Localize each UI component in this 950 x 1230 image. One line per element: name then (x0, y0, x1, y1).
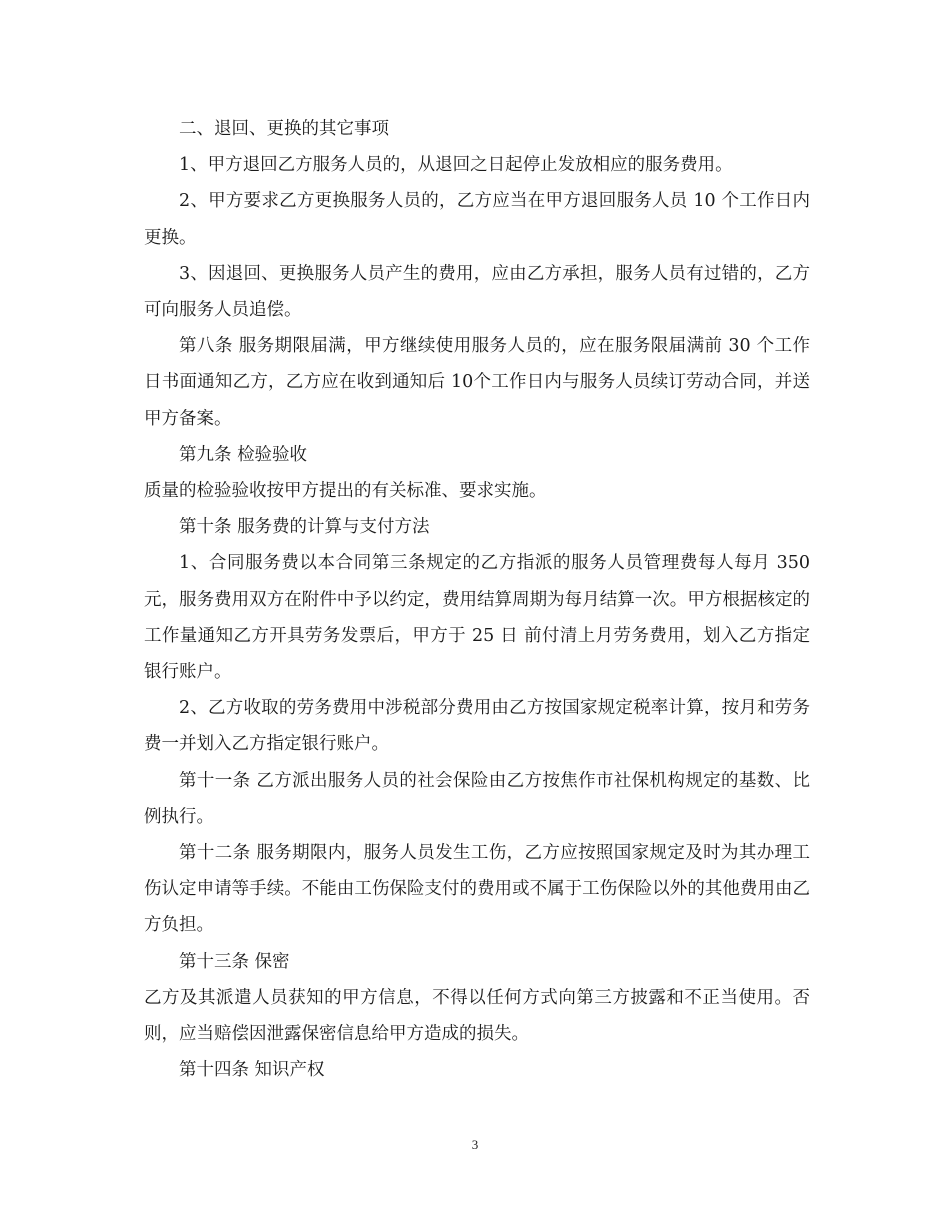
paragraph-14: 第十四条 知识产权 (179, 1060, 325, 1081)
paragraph-7: 第十条 服务费的计算与支付方法 (179, 517, 430, 538)
paragraph-5: 第九条 检验验收 (179, 444, 308, 465)
paragraph-2: 2、甲方要求乙方更换服务人员的，乙方应当在甲方退回服务人员 10 个工作日内更换。 (144, 191, 810, 248)
paragraph-8: 1、合同服务费以本合同第三条规定的乙方指派的服务人员管理费每人每月 350 元，服务费用双方在附件中予以约定，费用结算周期为每月结算一次。甲方根据核定的工作量通知乙方开具劳务发票后，甲方于 25 日 前付清上月劳务费用，划入乙方指定银行账户。 (144, 553, 810, 683)
page-number: 3 (471, 1137, 479, 1152)
paragraph-13: 乙方及其派遣人员获知的甲方信息，不得以任何方式向第三方披露和不正当使用。否则，应当赔偿因泄露保密信息给甲方造成的损失。 (144, 987, 810, 1045)
paragraph-12: 第十三条 保密 (179, 951, 290, 972)
paragraph-3: 3、因退回、更换服务人员产生的费用，应由乙方承担，服务人员有过错的，乙方可向服务人员追偿。 (144, 263, 810, 321)
document-body (144, 111, 810, 1088)
paragraph-6: 质量的检验验收按甲方提出的有关标准、要求实施。 (144, 481, 547, 502)
paragraph-11: 第十二条 服务期限内，服务人员发生工伤，乙方应按照国家规定及时为其办理工伤认定申请等手续。不能由工伤保险支付的费用或不属于工伤保险以外的其他费用由乙方负担。 (144, 843, 810, 936)
paragraph-1: 1、甲方退回乙方服务人员的，从退回之日起停止发放相应的服务费用。 (179, 155, 733, 176)
paragraph-4: 第八条 服务期限届满，甲方继续使用服务人员的，应在服务限届满前 30 个工作日书面通知乙方，乙方应在收到通知后 10个工作日内与服务人员续订劳动合同，并送甲方备案。 (144, 336, 810, 429)
paragraph-9: 2、乙方收取的劳务费用中涉税部分费用由乙方按国家规定税率计算，按月和劳务费一并划入乙方指定银行账户。 (144, 698, 810, 755)
paragraph-10: 第十一条 乙方派出服务人员的社会保险由乙方按焦作市社保机构规定的基数、比例执行。 (144, 770, 810, 827)
paragraph-0: 二、退回、更换的其它事项 (179, 119, 389, 139)
